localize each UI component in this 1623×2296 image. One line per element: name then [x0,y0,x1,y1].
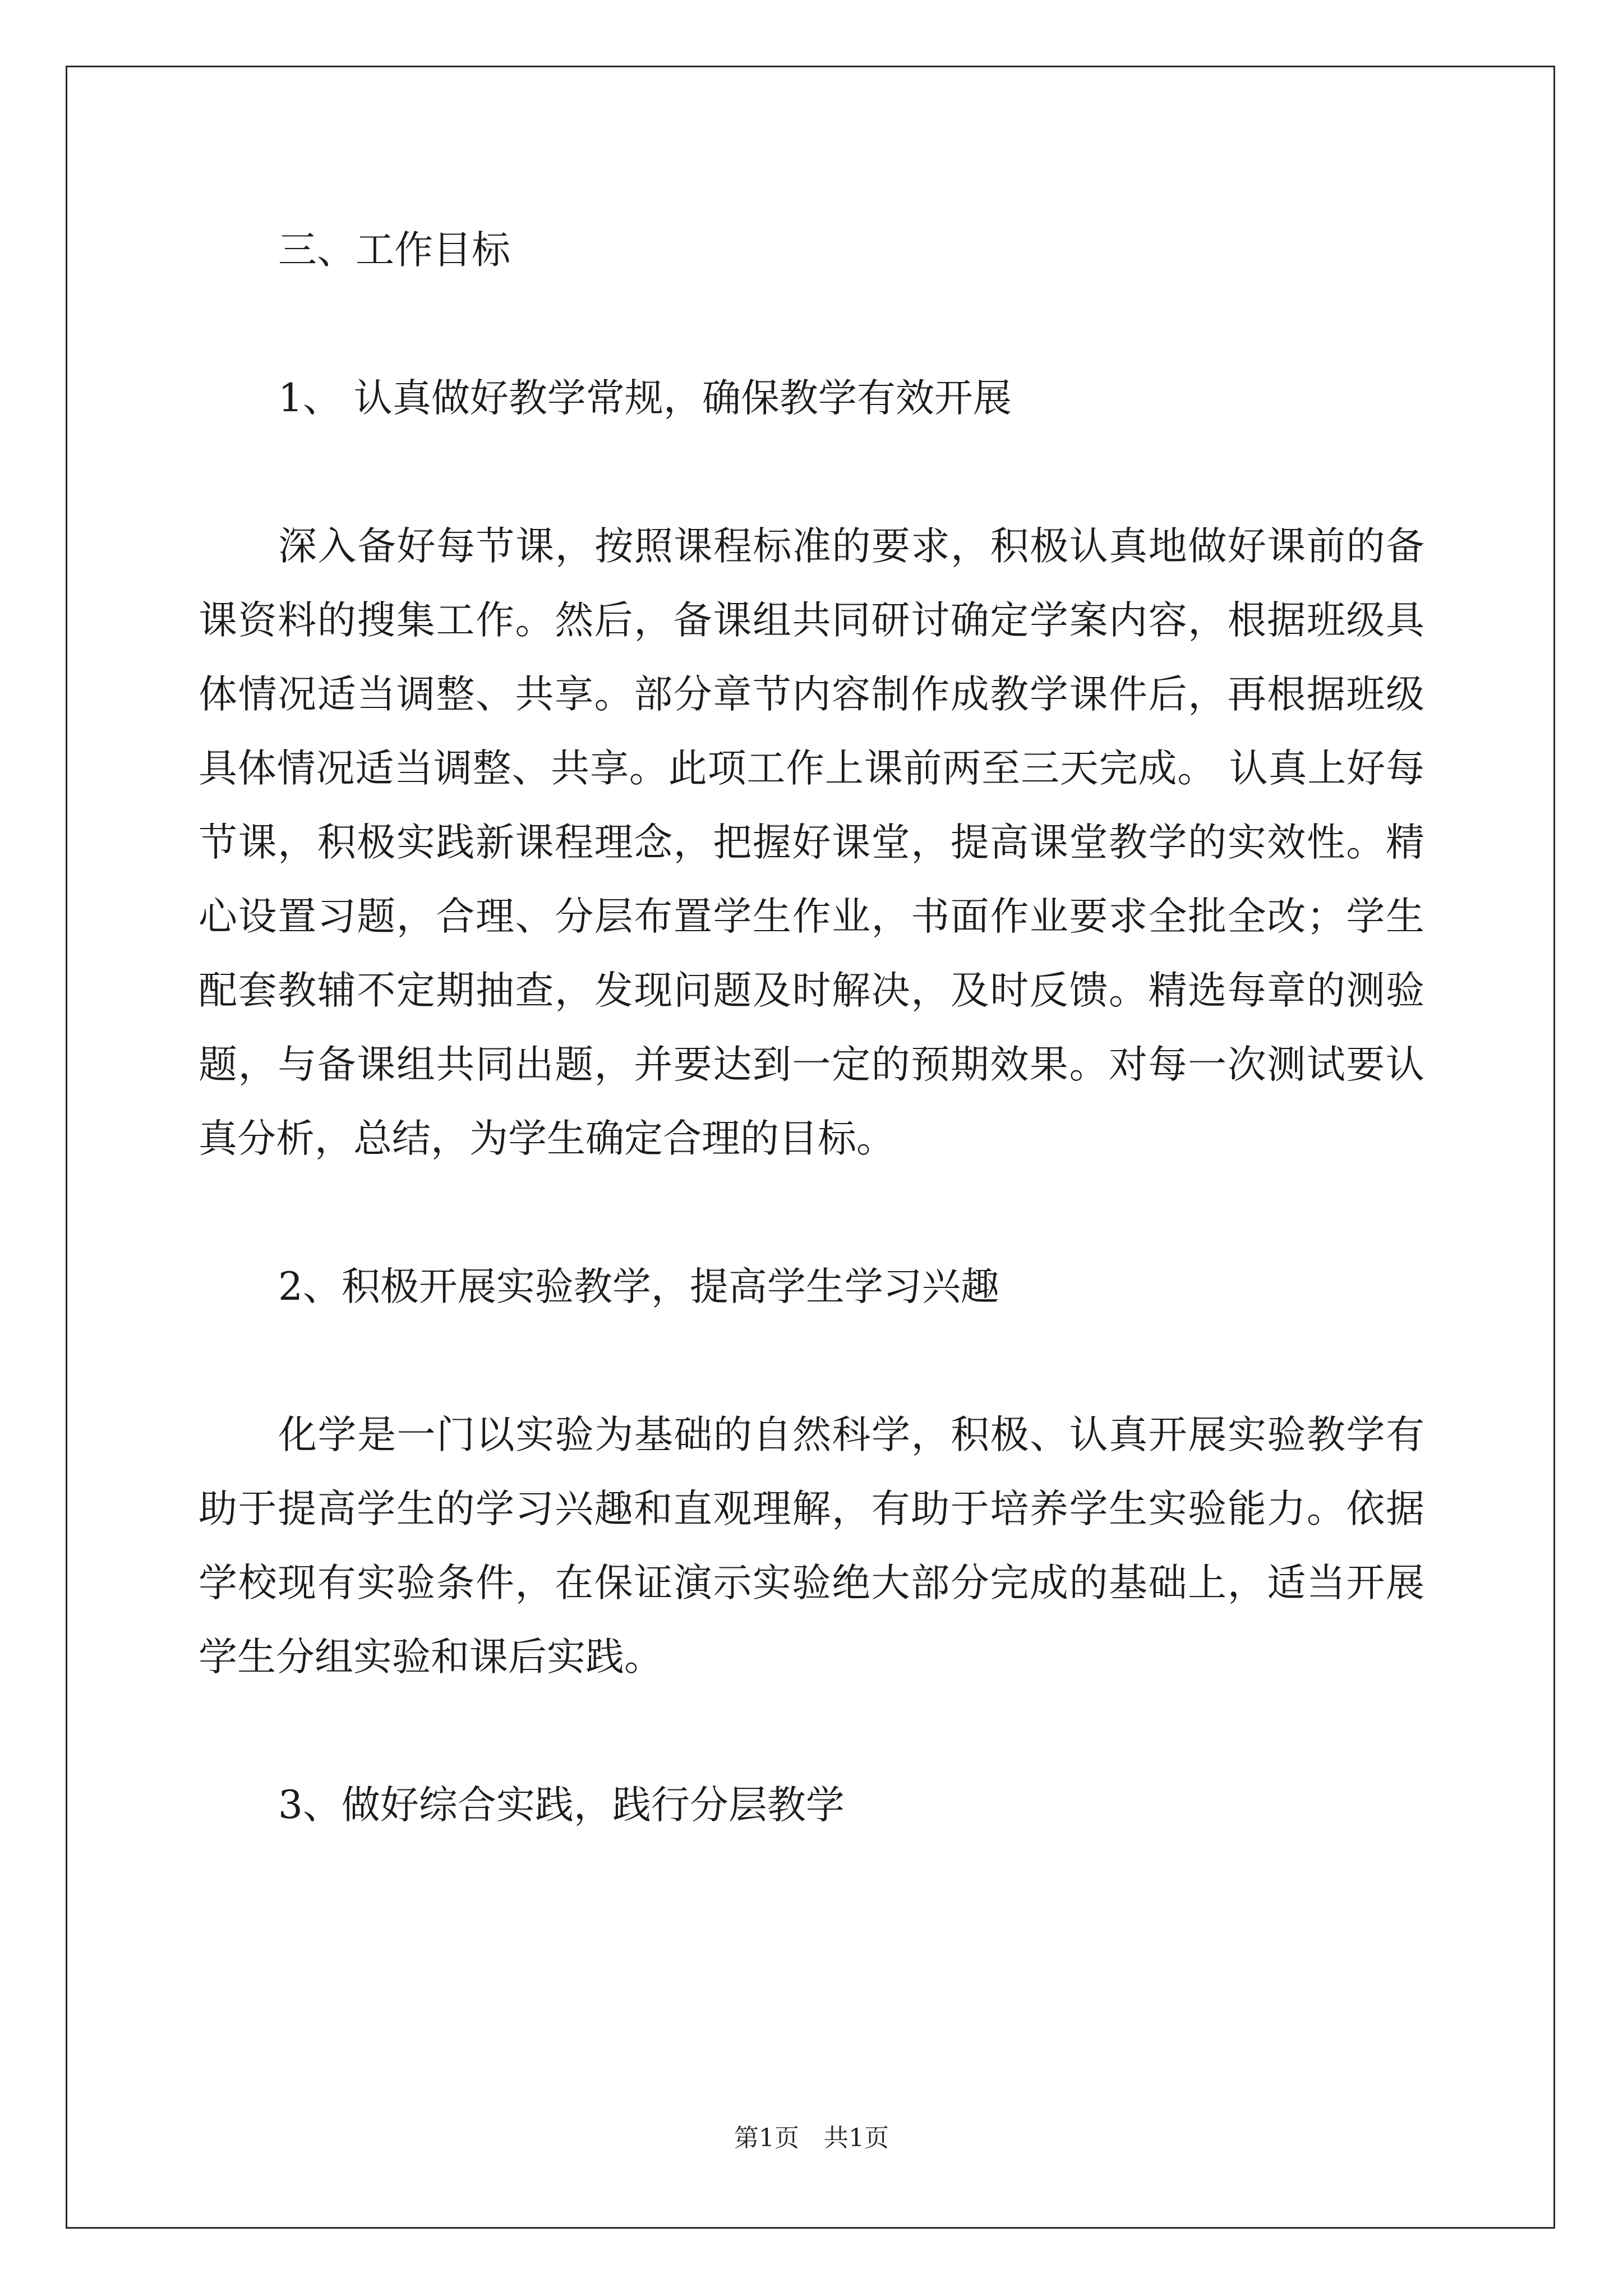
item2-heading: 2、积极开展实验教学，提高学生学习兴趣 [278,1264,999,1309]
page-total-label: 共1页 [824,2124,889,2152]
document-body [199,213,1424,1916]
page-current-label: 第1页 [734,2124,799,2152]
page-footer [0,2122,1623,2155]
item3-heading: 3、做好综合实践，践行分层教学 [278,1783,845,1828]
item1-heading: 1、 认真做好教学常规，确保教学有效开展 [278,376,1012,421]
item2-body: 化学是一门以实验为基础的自然科学，积极、认真开展实验教学有助于提高学生的学习兴趣和直观理解，有助于培养学生实验能力。依据学校现有实验条件，在保证演示实验绝大部分完成的基础上，适当开展学生分组实验和课后实践。 [199,1412,1424,1680]
section-heading: 三、工作目标 [278,228,510,273]
item1-body: 深入备好每节课，按照课程标准的要求，积极认真地做好课前的备课资料的搜集工作。然后，备课组共同研讨确定学案内容，根据班级具体情况适当调整、共享。部分章节内容制作成教学课件后，再根据班级具体情况适当调整、共享。此项工作上课前两至三天完成。 认真上好每节课，积极实践新课程理念，把握好课堂，提高课堂教学的实效性。精心设置习题，合理、分层布置学生作业，书面作业要求全批全改；学生配套教辅不定期抽查，发现问题及时解决，及时反馈。精选每章的测验题，与备课组共同出题，并要达到一定的预期效果。对每一次测试要认真分析，总结，为学生确定合理的目标。 [199,524,1424,1161]
